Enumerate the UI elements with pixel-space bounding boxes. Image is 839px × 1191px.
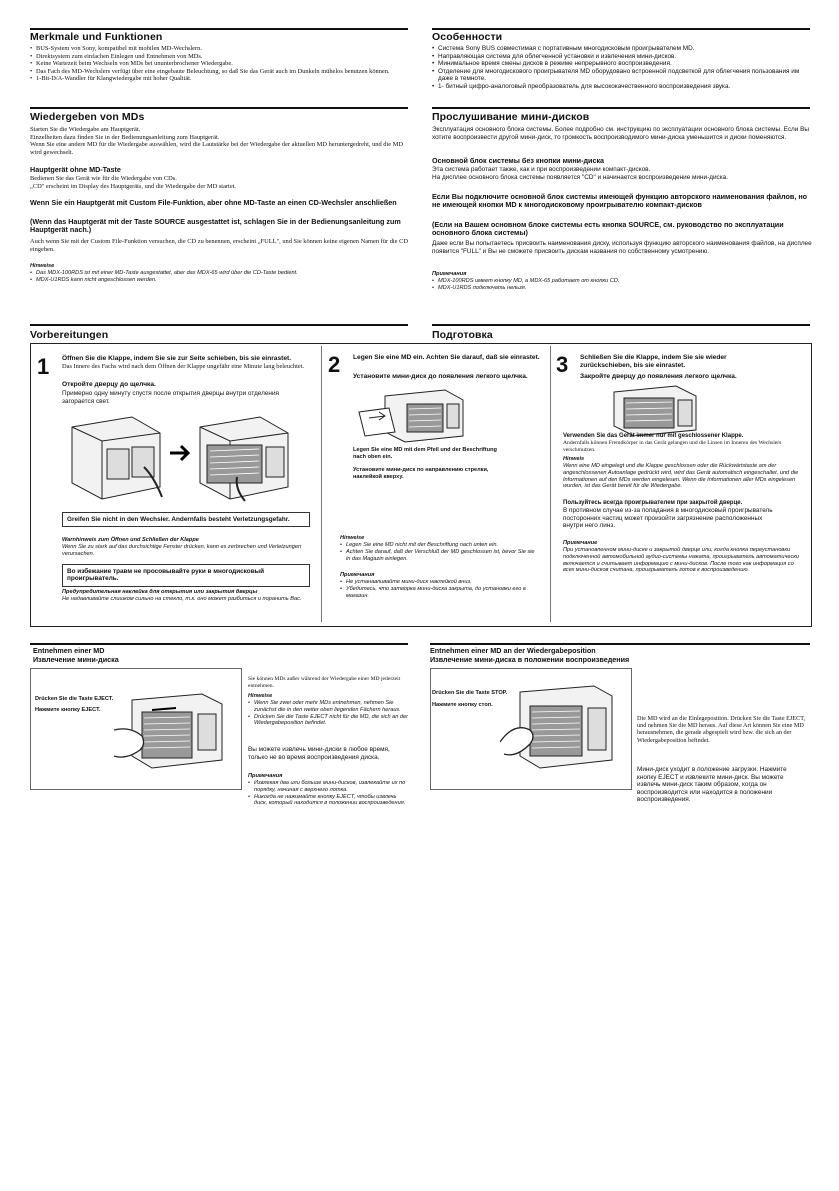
warning-box-ru: Во избежание травм не просовывайте руки в многодисковый проигрыватель. [62, 564, 310, 587]
list-item: • Не устанавливайте мини-диск наклейкой вниз. [340, 579, 540, 586]
list-item: • MDX-U1RDS подключать нельзя. [432, 285, 812, 292]
eject-notes-label-de: Hinweise [248, 693, 273, 699]
step-3-notes-ru: При установленном мини-диске и закрытой дверце или, когда кнопка переустановки подключенной автомобильной аудио-системы нажата, проигрыватель автоматически включается и считывает информацию с мини-дисков. После того как информация со всех мини-дисков считана, проигрыватель готов к воспроизведению. [563, 547, 800, 574]
features-list-ru [432, 45, 812, 91]
step-1-number: 1 [37, 354, 50, 379]
eject-play-label-ru: Нажмите кнопку стоп. [432, 702, 493, 708]
list-item: • MDX-U1RDS kann nicht angeschlossen werden. [30, 277, 408, 284]
step-2-caption-ru: Установите мини-диск по направлению стрелки, наклейкой кверху. [353, 467, 489, 480]
play-left-rule [30, 107, 408, 109]
play-sub1-de: Hauptgerät ohne MD-Taste [30, 165, 121, 174]
list-item: • Wenn Sie zwei oder mehr MDs entnehmen, nehmen Sie zunächst die in den weiter oben liegenden Fächern heraus. [248, 700, 408, 714]
play-sub2-ru: Если Вы подключите основной блок системы имеющей функцию авторского наименования файлов, но не имеющей кнопки MD к многодисковому проигрывателю компакт-дисков [432, 192, 808, 210]
play-sub2b-de: (Wenn das Hauptgerät mit der Taste SOURCE ausgestattet ist, schlagen Sie in der Bedienungsanleitung zum Hauptgerät nach.) [30, 217, 401, 235]
divider [550, 346, 551, 622]
list-item: • Система Sony BUS совместимая с портативным многодисковым проигрывателем MD. [432, 45, 812, 53]
top-right-rule [432, 28, 810, 30]
list-item: • Das Fach des MD-Wechslers verfügt über eine eingebaute Beleuchtung, so daß Sie das Gerät auch im Dunkeln mühelos benutzen können. [30, 68, 408, 76]
eject-play-rule [430, 643, 810, 645]
play-intro-ru: Эксплуатация основного блока системы. Более подробно см. инструкцию по эксплуатации основного блока системы. Если Вы хотите воспроизвести другой мини-диск, то громкость воспроизводимого мини-диска уменьшится и диски поменяются. [432, 126, 809, 141]
paragraph: Эта система работает также, как и при воспроизведении компакт-дисков. [432, 166, 651, 173]
step-1-text-de: Das Innere des Fachs wird nach dem Öffnen der Klappe ungefähr eine Minute lang beleuchtet. [62, 363, 305, 370]
prep-left-rule [30, 324, 408, 326]
list-item: • Убедитесь, что затворка мини-диска закрыта, до установки его в магазин. [340, 586, 540, 600]
eject-play-title-ru: Извлечение мини-диска в положении воспроизведения [430, 655, 630, 664]
play-sub1-ru: Основной блок системы без кнопки мини-диска [432, 156, 605, 165]
step-2-notes-label-ru: Примечания [340, 572, 375, 578]
step-3-notes-de: Wenn eine MD eingelegt und die Klappe geschlossen oder die Rückwärtstaste am der angeschlossenen Autoanlage gedrückt wird, wird das Gerät automatisch eingeschaltet, und die Informationen auf den MDs werden eingelesen. Wenn die Informationen aller MDs eingelesen wurden, ist das Gerät bereit für die Wiedergabe. [563, 463, 799, 490]
play-sub2-text-ru: Даже если Вы попытаетесь присвоить наименования диску, используя функцию авторского наименования файлов, на дисплее появится "FULL" и Вы не сможете присвоить дискам названия по собственному усмотрению. [432, 240, 812, 255]
list-item: • BUS-System von Sony, kompatibel mit mobilen MD-Wechslern. [30, 45, 408, 53]
step-2-notes-label-de: Hinweise [340, 535, 365, 541]
features-list-de [30, 45, 408, 83]
eject-text-de: Sie können MDs außer während der Wiedergabe einer MD jederzeit entnehmen. [248, 676, 401, 689]
step-3-title-de: Schließen Sie die Klappe, indem Sie sie wieder zurückschieben, bis sie einrastet. [580, 354, 727, 369]
play-notes-de [30, 270, 408, 284]
warning-label-de: Warnhinweis zum Öffnen und Schließen der Klappe [62, 537, 199, 543]
eject-illustration [112, 690, 224, 772]
step-2-notes-de [340, 542, 540, 562]
prep-title-ru: Подготовка [432, 329, 493, 341]
list-item: • Направляющая система для облегченной установки и извлечения мини-дисков. [432, 53, 812, 61]
eject-label-ru: Нажмите кнопку EJECT. [35, 707, 101, 713]
list-item: • 1-Bit-D/A-Wandler für Klangwiedergabe mit hoher Qualität. [30, 75, 408, 83]
warning-label-text-ru: Не надавливайте слишком сильно на стекло, т.к. оно может разбиться и поранить Вас. [62, 596, 302, 602]
list-item: • Keine Wartezeit beim Wechseln von MDs bei ununterbrochener Wiedergabe. [30, 60, 408, 68]
step-2-title-de: Legen Sie eine MD ein. Achten Sie darauf, daß sie einrastet. [353, 354, 540, 361]
play-sub1-text-de [30, 175, 408, 190]
step-2-number: 2 [328, 352, 341, 377]
eject-notes-ru [248, 780, 408, 807]
step-3-notes-label-de: Hinweis [563, 456, 585, 462]
list-item: • Legen Sie eine MD nicht mit der Beschriftung nach unten ein. [340, 542, 540, 549]
eject-text-ru: Вы можете извлечь мини-диски в любое время, только не во время воспроизведения диска. [248, 746, 390, 761]
list-item: • 1- битный цифро-аналоговый преобразователь для высококачественного воспроизведения звука. [432, 83, 812, 91]
step-3-use-ru-text: В противном случае из-за попадания в многодисковый проигрыватель посторонних частиц может произойти загрязнение расположенных внутри него линз. [563, 507, 773, 530]
step-2-caption-de: Legen Sie eine MD mit dem Pfeil und der Beschriftung nach oben ein. [353, 447, 497, 460]
eject-play-illustration [500, 682, 614, 772]
step-2-title-ru: Установите мини-диск до появления легкого щелчка. [353, 373, 528, 380]
list-item: • Отделение для многодискового проигрывателя MD оборудовано встроенной подсветкой для облегчения пользования им даже в темноте. [432, 68, 812, 83]
step-1-illustration [62, 407, 312, 507]
paragraph: На дисплее основного блока системы появляется "CD" и начинается воспроизведение мини-диска. [432, 173, 728, 181]
eject-notes-de [248, 700, 408, 727]
paragraph: Wenn Sie eine andere MD für die Wiedergabe auswählen, wird die Lautstärke bei der Wiedergabe der aktuellen MD heruntergedreht, und die MD wird gewechselt. [30, 141, 403, 156]
step-3-illustration [610, 384, 700, 436]
step-3-use-ru-title: Пользуйтесь всегда проигрывателем при закрытой дверце. [563, 500, 743, 506]
warning-label-ru: Предупредительная наклейка для открытия или закрытия дверцы [62, 589, 258, 595]
step-3-title-ru: Закройте дверцу до появления легкого щелчка. [580, 373, 737, 380]
play-sub1-text-ru [432, 166, 812, 181]
eject-play-text-de: Die MD wird an die Einlegeposition. Drücken Sie die Taste EJECT, und nehmen Sie die MD heraus. Auf diese Art können Sie eine MD herausnehmen, die gerade abgespielt wird bzw. die sich an der Wiedergabeposition befindet. [637, 715, 806, 744]
step-1-text-ru: Примерно одну минуту спустя после открытия дверцы внутри отделения загорается свет. [62, 390, 279, 405]
list-item: • Achten Sie darauf, daß der Verschluß der MD geschlossen ist, bevor Sie sie in das Magazin einlegen. [340, 549, 540, 563]
list-item: • Drücken Sie die Taste EJECT nicht für die MD, die sich an der Wiedergabeposition befindet. [248, 714, 408, 728]
paragraph: „CD" erscheint im Display des Hauptgeräts, und die Wiedergabe der MD startet. [30, 182, 237, 190]
prep-title-de: Vorbereitungen [30, 329, 109, 341]
eject-label-de: Drücken Sie die Taste EJECT. [35, 696, 114, 702]
play-notes-label-ru: Примечания [432, 271, 467, 277]
play-sub2-text-de: Auch wenn Sie mit der Custom File-Funktion versuchen, die CD zu benennen, erscheint „FULL", und Sie können keine eigenen Namen für die CD eingeben. [30, 238, 408, 253]
play-sub2-de: Wenn Sie ein Hauptgerät mit Custom File-Funktion, aber ohne MD-Taste an einen CD-Wechsler anschließen [30, 198, 397, 207]
play-intro-de [30, 126, 408, 156]
list-item: • MDX-100RDS имеет кнопку MD, а MDX-65 работает от кнопки CD. [432, 278, 812, 285]
list-item: • Извлекая два или больше мини-дисков, извлекайте их по порядку, начиная с верхнего лотка. [248, 780, 408, 794]
play-right-rule [432, 107, 810, 109]
eject-play-title-de: Entnehmen einer MD an der Wiedergabeposition [430, 646, 596, 655]
step-3-use-de-text: Andernfalls können Fremdkörper in das Gerät gelangen und die Linsen im Inneren des Wechslers verschmutzen. [563, 440, 782, 453]
play-notes-label-de: Hinweise [30, 263, 55, 269]
features-title-de: Merkmale und Funktionen [30, 31, 163, 43]
play-title-de: Wiedergeben von MDs [30, 111, 145, 123]
list-item: • Direktsystem zum einfachen Einlegen und Entnehmen von MDs. [30, 53, 408, 61]
paragraph: Einzelheiten dazu finden Sie in der Bedienungsanleitung zum Hauptgerät. [30, 133, 220, 141]
step-1-title-ru: Откройте дверцу до щелчка. [62, 381, 156, 388]
step-1-title-de: Öffnen Sie die Klappe, indem Sie sie zur Seite schieben, bis sie einrastet. [62, 355, 292, 362]
play-sub2b-ru: (Если на Вашем основном блоке системы есть кнопка SOURCE, см. руководство по эксплуатации основного блока системы) [432, 220, 784, 238]
step-3-use-de-title: Verwenden Sie das Gerät immer nur mit geschlossener Klappe. [563, 433, 744, 439]
list-item: • Минимальное время смены дисков в режиме непрерывного воспроизведения. [432, 60, 812, 68]
eject-play-text-ru: Мини-диск уходит в положение загрузки. Нажмите кнопку EJECT и извлеките мини-диск. Вы можете извлечь мини-диск таким образом, когда он воспроизводится или находится в положении воспроизведения. [637, 766, 787, 804]
paragraph: Bedienen Sie das Gerät wie für die Wiedergabe von CDs. [30, 175, 177, 182]
step-2-notes-ru [340, 579, 540, 599]
warning-label-text-de: Wenn Sie zu stark auf das durchsichtige Fenster drücken, kann es zerbrechen und Verletzungen verursachen. [62, 544, 302, 557]
step-2-illustration [355, 388, 465, 443]
prep-right-rule [432, 324, 810, 326]
play-notes-ru [432, 278, 812, 292]
step-3-notes-label-ru: Примечание [563, 540, 598, 546]
divider [321, 346, 322, 622]
warning-box-de: Greifen Sie nicht in den Wechsler. Andernfalls besteht Verletzungsgefahr. [62, 512, 310, 527]
eject-play-label-de: Drücken Sie die Taste STOP. [432, 690, 508, 696]
eject-title-ru: Извлечение мини-диска [33, 655, 119, 664]
play-title-ru: Прослушивание мини-дисков [432, 111, 590, 123]
step-3-number: 3 [556, 352, 569, 377]
features-title-ru: Особенности [432, 31, 503, 43]
eject-title-de: Entnehmen einer MD [33, 646, 105, 655]
list-item: • Никогда не нажимайте кнопку EJECT, чтобы извлечь диск, который находится в положении воспроизведения. [248, 794, 408, 808]
paragraph: Starten Sie die Wiedergabe am Hauptgerät. [30, 126, 141, 133]
eject-notes-label-ru: Примечания [248, 773, 283, 779]
top-left-rule [30, 28, 408, 30]
eject-left-rule [30, 643, 408, 645]
list-item: • Das MDX-100RDS ist mit einer MD-Taste ausgestattet, aber das MDX-65 wird über die CD-Taste bedient. [30, 270, 408, 277]
